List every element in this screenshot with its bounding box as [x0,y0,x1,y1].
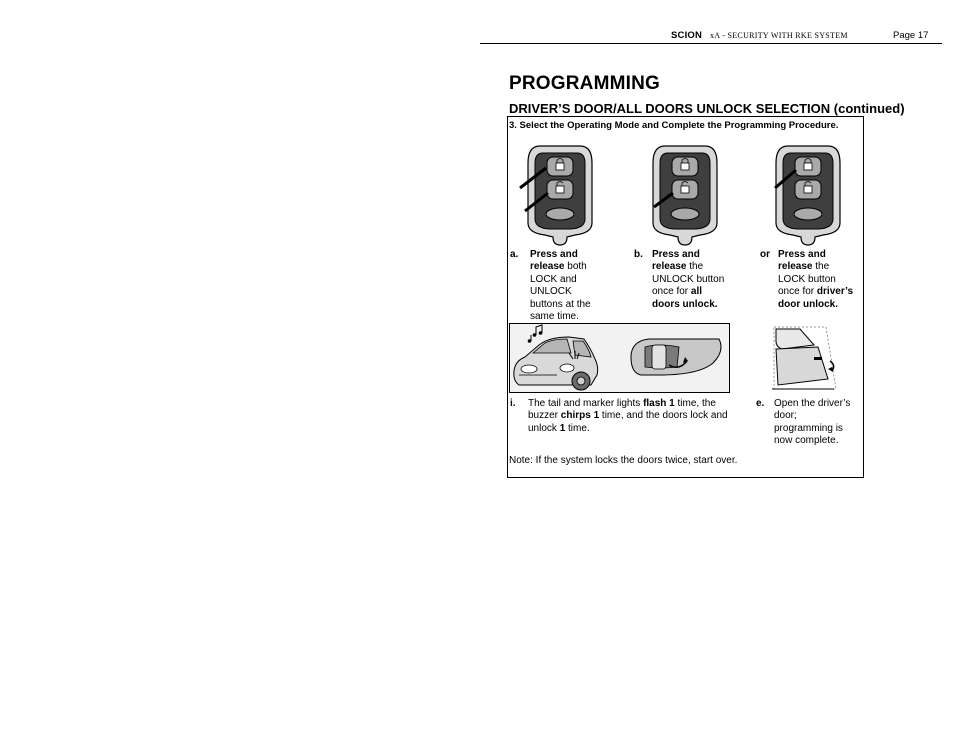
caption-b-line: all [690,286,703,298]
page-title: PROGRAMMING [509,73,661,94]
caption-i-line: time, the [674,398,716,409]
caption-or-line: LOCK button [778,273,836,285]
caption-b-letter: b. [634,249,643,260]
caption-a-line: UNLOCK [530,286,572,298]
caption-or-line: door unlock. [778,298,838,310]
note-text: Note: If the system locks the doors twice, start over. [509,455,738,466]
caption-i-line: buzzer [528,410,561,422]
caption-e [756,398,856,447]
caption-i [510,398,730,434]
page-number: Page 17 [893,30,929,41]
caption-a-line: Press and [530,249,578,260]
caption-i-line: chirps 1 [560,410,600,422]
caption-b-line: doors unlock. [652,298,718,310]
open-door-illustration [770,323,840,393]
car-and-door-lock-illustration [509,323,730,393]
caption-i-line: 1 [559,422,566,434]
caption-a-line: same time. [530,311,579,323]
step-heading: 3. Select the Operating Mode and Complete the Programming Procedure. [509,120,839,131]
caption-e-line: door; [774,410,797,422]
caption-a-line: buttons at the [530,298,591,310]
caption-a-line: release [530,261,565,273]
caption-or [760,249,860,310]
caption-a-line: LOCK and [530,273,577,285]
caption-or-letter: or [760,249,770,260]
caption-b-line: UNLOCK button [652,273,725,285]
caption-or-line: Press and [778,249,826,260]
caption-or-line: driver’s [816,286,854,298]
caption-i-line: unlock [528,422,560,434]
caption-or-line: once for [778,286,817,298]
header-brand: SCION [671,30,703,41]
header-subtitle: xA - SECURITY WITH RKE SYSTEM [710,31,848,40]
caption-e-line: Open the driver’s [774,398,851,409]
caption-i-line: time, and the doors lock and [599,410,728,422]
caption-a-line: both [564,261,587,273]
caption-b-line: release [652,261,687,273]
header-rule [480,43,942,44]
caption-b-line: once for [652,286,691,298]
caption-a [510,249,605,323]
key-fob-illustration-a [515,143,605,248]
caption-b [634,249,734,310]
caption-e-line: now complete. [774,435,839,447]
caption-i-line: flash 1 [643,398,675,409]
caption-b-line: the [686,261,704,273]
caption-i-line: time. [565,422,590,434]
caption-or-line: release [778,261,813,273]
caption-e-letter: e. [756,398,765,409]
caption-or-line: the [812,261,830,273]
key-fob-illustration-b [640,143,730,248]
caption-e-line: programming is [774,422,843,434]
caption-a-letter: a. [510,249,519,260]
key-fob-illustration-or [763,143,853,248]
caption-i-letter: i. [510,398,516,409]
caption-b-line: Press and [652,249,700,260]
caption-i-line: The tail and marker lights [528,398,644,409]
section-title: DRIVER’S DOOR/ALL DOORS UNLOCK SELECTION (continued) [509,101,905,116]
